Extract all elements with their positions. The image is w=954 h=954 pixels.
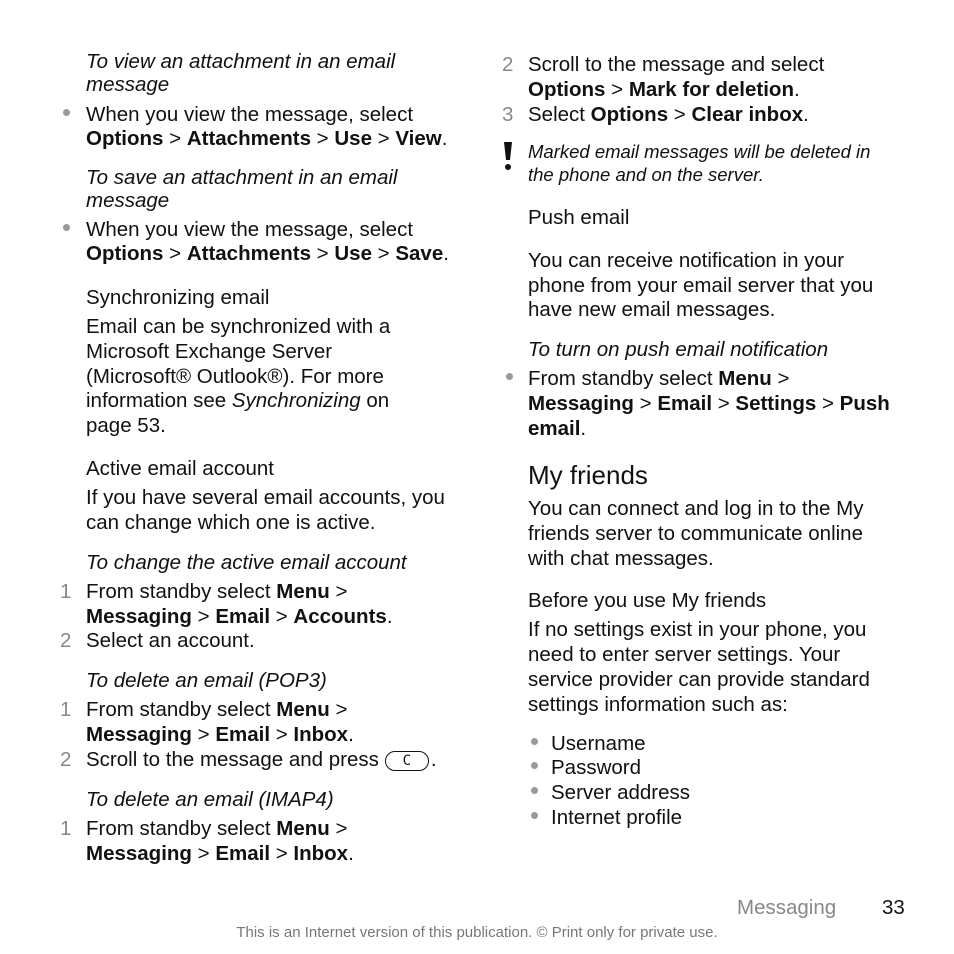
warning-line: the phone and on the server. bbox=[528, 164, 764, 185]
sync-body-line: Email can be synchronized with a bbox=[86, 315, 391, 338]
step-number: 2 bbox=[60, 748, 72, 771]
synchronizing-reference: Synchronizing bbox=[231, 389, 361, 412]
active-account-heading: Active email account bbox=[86, 457, 275, 480]
active-body-line: If you have several email accounts, you bbox=[86, 486, 445, 509]
step-number: 1 bbox=[60, 698, 72, 721]
heading-delete-pop3: To delete an email (POP3) bbox=[86, 669, 327, 692]
pop3-step-2: Scroll to the message and press C . bbox=[86, 748, 437, 771]
push-step-path-end: email. bbox=[528, 417, 587, 440]
change-step-1: From standby select Menu > bbox=[86, 580, 348, 603]
change-step-1-path: Messaging > Email > Accounts. bbox=[86, 605, 393, 628]
sync-body-line: page 53. bbox=[86, 414, 166, 437]
pop3-step-1-path: Messaging > Email > Inbox. bbox=[86, 723, 354, 746]
imap4-step-1-path: Messaging > Email > Inbox. bbox=[86, 842, 354, 865]
step-number: 3 bbox=[502, 103, 514, 126]
imap4-step-1: From standby select Menu > bbox=[86, 817, 348, 840]
heading-turn-on-push: To turn on push email notification bbox=[528, 338, 829, 361]
push-body-line: You can receive notification in your bbox=[528, 249, 845, 272]
change-step-2: Select an account. bbox=[86, 629, 255, 652]
clear-step-3: Select Options > Clear inbox. bbox=[528, 103, 809, 126]
step-number: 2 bbox=[502, 53, 514, 76]
my-friends-title: My friends bbox=[528, 460, 648, 490]
step-number: 1 bbox=[60, 817, 72, 840]
list-item: Password bbox=[551, 756, 642, 779]
bullet-dot bbox=[531, 762, 538, 769]
bullet-dot bbox=[531, 787, 538, 794]
push-step: From standby select Menu > bbox=[528, 367, 790, 390]
clear-step-2: Scroll to the message and select bbox=[528, 53, 825, 76]
before-heading: Before you use My friends bbox=[528, 589, 767, 612]
active-body-line: can change which one is active. bbox=[86, 511, 376, 534]
warning-icon bbox=[502, 142, 514, 172]
bullet-dot bbox=[63, 109, 70, 116]
push-body-line: have new email messages. bbox=[528, 298, 776, 321]
bullet-dot bbox=[506, 373, 513, 380]
footer-section: Messaging bbox=[737, 896, 837, 919]
sync-body-line: information see Synchronizing on bbox=[86, 389, 390, 412]
save-attachment-line-1: When you view the message, select bbox=[86, 218, 414, 241]
list-item: Internet profile bbox=[551, 806, 683, 829]
bullet-dot bbox=[531, 812, 538, 819]
heading-delete-imap4: To delete an email (IMAP4) bbox=[86, 788, 334, 811]
my-friends-body-line: friends server to communicate online bbox=[528, 522, 863, 545]
sync-body-line: Microsoft Exchange Server bbox=[86, 340, 333, 363]
my-friends-body-line: You can connect and log in to the My bbox=[528, 497, 864, 520]
push-body-line: phone from your email server that you bbox=[528, 274, 874, 297]
pop3-step-1: From standby select Menu > bbox=[86, 698, 348, 721]
heading-view-attachment: To view an attachment in an email message bbox=[86, 50, 396, 96]
before-body-line: service provider can provide standard bbox=[528, 668, 870, 691]
heading-save-attachment: To save an attachment in an email message bbox=[86, 166, 398, 212]
clear-step-2-path: Options > Mark for deletion. bbox=[528, 78, 800, 101]
before-body-line: If no settings exist in your phone, you bbox=[528, 618, 867, 641]
list-item: Server address bbox=[551, 781, 691, 804]
push-email-heading: Push email bbox=[528, 206, 630, 229]
my-friends-body-line: with chat messages. bbox=[528, 547, 714, 570]
view-attachment-path: Options > Attachments > Use > View. bbox=[86, 127, 448, 150]
sync-body-line: (Microsoft® Outlook®). For more bbox=[86, 365, 384, 388]
before-body-line: settings information such as: bbox=[528, 693, 788, 716]
legal-notice: This is an Internet version of this publication. © Print only for private use. bbox=[236, 924, 718, 941]
list-item: Username bbox=[551, 732, 646, 755]
bullet-dot bbox=[531, 738, 538, 745]
page-number: 33 bbox=[882, 896, 905, 919]
heading-change-active: To change the active email account bbox=[86, 551, 407, 574]
before-body-line: need to enter server settings. Your bbox=[528, 643, 841, 666]
warning-line: Marked email messages will be deleted in bbox=[528, 141, 871, 162]
sync-heading: Synchronizing email bbox=[86, 286, 270, 309]
save-attachment-path: Options > Attachments > Use > Save. bbox=[86, 242, 449, 265]
step-number: 1 bbox=[60, 580, 72, 603]
bullet-dot bbox=[63, 224, 70, 231]
push-step-path: Messaging > Email > Settings > Push bbox=[528, 392, 890, 415]
view-attachment-line-1: When you view the message, select bbox=[86, 103, 414, 126]
c-key-icon: C bbox=[385, 751, 429, 771]
step-number: 2 bbox=[60, 629, 72, 652]
